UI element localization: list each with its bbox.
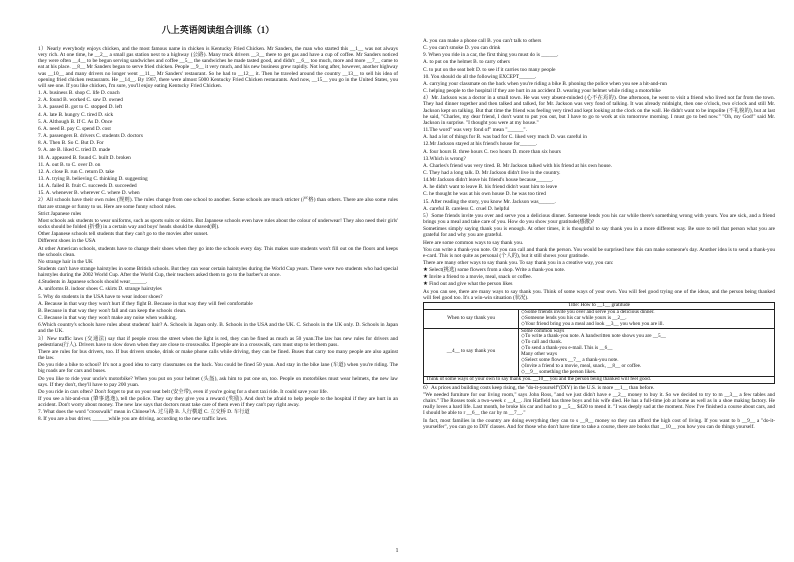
left-text-line: 4.Students in Japanese schools should wear______. — [38, 279, 148, 286]
left-text-line: No strange hair in the UK — [38, 258, 93, 265]
right-text-line: A. carrying your classmate on the back when you're riding a bike B. phoning the police when you see a hit-and-run — [423, 80, 667, 87]
right-column-passage6 — [423, 385, 775, 430]
page-number: 1 — [395, 548, 399, 554]
right-text-line: 13.Which is wrong? — [423, 155, 466, 162]
left-text-line: If you see a hit-and-run (肇事逃逸), tell the police. They say they give you a reward (奖励). And don't be afraid to help people to the hospital if they are hurt in an accident. Don't worry about money. The new law says that doctors must take care of them even if they can't pay right away. — [38, 395, 398, 409]
left-text-line: 12. A. close B. run C. return D. take — [38, 168, 115, 175]
right-text-line: C. helping people to the hospital if they are hurt in an accident D. wearing your helmet while riding a motorbike — [423, 88, 661, 95]
right-text-line: You can write a thank-you note. Or you can call and thank the person. You would be surprised how this can make someone's day. Another idea is to send a thank-you e-card. This is not quite as personal (个人的), but it still shows your gratitude. — [423, 246, 775, 259]
right-text-line: C. They had a long talk. D. Mr Jackson didn't live in the country. — [423, 169, 561, 176]
left-text-line: Other Japanese schools tell students that they can't go to the movies after sunset. — [38, 231, 209, 238]
right-text-line: C. you can't smoke D. you can drink — [423, 45, 501, 52]
right-text-line: There are many other ways to say thank you. To say thank you in a creative way, you can: — [423, 260, 614, 266]
left-text-line: 3. A. passed B. got to C. stopped D. left — [38, 104, 123, 111]
page-title: 八上英语阅读组合训练（1） — [161, 25, 275, 35]
right-text-line: ★ Find out and give what the person likes — [423, 281, 513, 288]
left-text-line: 14. A. failed B. fruit C. succeeds D. succeeded — [38, 183, 137, 190]
right-text-line: 4）Mr. Jackson was a doctor in a small town. He was very absent-minded (心不在焉的). One afternoon, he went to visit a friend who lived not far from the town. They had dinner together and then talked and talked, for Mr. Jackson was very fond of talking. It was already midnight, then one o'clock, two o'clock and still Mr. Jackson kept on talking. But that time the friend was feeling very tired and kept looking at the clock on the wall. He didn't want to be impolite (不礼貌的), but at last he said, "Charles, my dear friend, I don't want to put you out, but I have to go to work at six tomorrow morning. I must go to bed now." "Oh, my God!" said Mr. Jackson in surprise. "I thought you were at my house." — [423, 95, 775, 126]
right-text-line: A. you can make a phone call B. you can't talk to others — [423, 38, 542, 44]
left-text-line: 5. Why do students in the USA have to wear indoor shoes? — [38, 293, 163, 300]
left-text-line: 4. A. late B. hungry C. tired D. sick — [38, 111, 114, 118]
left-text-line: 6.Which country's schools have rules about students' hair? A. Schools in Japan only. B. Schools in the USA and the UK. C. Schools in the UK only. D. Schools in Japan and the UK. — [38, 322, 398, 335]
right-text-line: A. he didn't want to leave B. his friend didn't want him to leave — [423, 184, 558, 191]
right-text-line: 9. When you ride in a car, the first thing you must do is ______. — [423, 52, 559, 59]
left-text-line: A. uniforms B. indoor shoes C. skirts D. strange hairstyles — [38, 286, 162, 293]
table-cell-line: Many other ways — [521, 351, 558, 358]
right-text-line: 5）Some friends invite you over and serve you a delicious dinner. Someone lends you his car while there's something wrong with yours. You are sick, and a friend brings you a meal and take care of you. How do you show your gratitude(感激)? — [423, 212, 775, 226]
passage6-text-line: In fact, most families in the country are doing everything they can to s __8__ money so they can afford the high cost of living. If you want to b __9__ a "do-it-yourselfer", you can go to DIY classes. And for those who don't have time to take a course, there are books that __10__ you how you can do things yourself. — [423, 417, 775, 430]
left-text-line: B. Because in that way they won't fall and can keep the schools clean. — [38, 307, 187, 314]
right-text-line: C. he thought he was at his own house D. he was too tired — [423, 191, 546, 198]
left-text-line: Different shoes in the USA — [38, 238, 96, 245]
left-text-line: Do you ride a bike to school? It's not a good idea to carry classmates on the back. You could be fined 50 yuan. And stay in the bike lane (车道) when you're riding. The big roads are for cars and buses. — [38, 362, 398, 375]
left-text-line: 15. A. whenever B. wherever C. where D. when — [38, 190, 140, 197]
right-text-line: Sometimes simply saying thank you is enough. At other times, it is thoughtful to say thank you in a more different way. Be sure to tell that person what you are grateful for and why you are grateful. — [423, 226, 775, 239]
table-cell-line: ◇To call and thank. — [521, 339, 563, 346]
left-text-line: Do you like to ride your uncle's motorbike? When you put on your helmet (头盔), ask him to put one on, too. People on motorbikes must wear helmets, the new law says. If they don't, they'll have to pay 200 yuan. — [38, 375, 398, 388]
right-text-line: 11.The word" was very fond of" mean "______". — [423, 127, 527, 134]
left-text-line: C. Because in that way they won't make any noise when walking. — [38, 315, 177, 322]
left-column — [38, 46, 398, 424]
left-text-line: 3）New traffic laws (交通法) say that if people cross the street when the light is red, they can be fined as much as 50 yuan.The law has new rules for drivers and pedestrians(行人). Drivers have to slow down when they are close to crosswalks. If people are in a crosswalk, cars must stop to let them pass. — [38, 335, 398, 348]
table-cell-line: ◇Your friend bring you a meal and look __3__ you when you are ill. — [521, 320, 664, 327]
left-text-line: 7. A. passengers B. drivers C. students D. doctors — [38, 133, 143, 140]
left-text-line: 8. A. Then B. So C. But D. For — [38, 140, 104, 147]
left-text-line: 8. If you are a bus driver, ______while you are driving, according to the new traffic laws. — [38, 416, 228, 423]
table-title: Title: How to __1__ gratitude — [424, 302, 775, 309]
right-text-line: 10. You should do all the following EXCEPT______. — [423, 73, 537, 80]
left-text-line: 11. A. out B. to C. over D. on — [38, 161, 101, 168]
left-text-line: A. Because in that way they won't hurt if they fight B. Because in that way they will feel comfortable — [38, 300, 253, 307]
table-row1-items — [519, 309, 775, 328]
table-cell-line: Some common ways — [521, 327, 565, 334]
left-text-line: Most schools ask students to wear uniforms, such as sports suits or skirts. But Japanese schools even have rules about the colour of underwear! They also need their girls' socks should be folded (折叠) in a certain way and boys' heads should be shaved(剃). — [38, 217, 398, 231]
table-cell-line: ◇To send a thank-you e-mail. This is __6__ — [521, 345, 613, 352]
left-text-line: 5. A. Although B. If C. As D. Once — [38, 118, 113, 125]
right-text-line: ★ Select(挑选) some flowers from a shop. Write a thank-you note. — [423, 267, 566, 274]
right-text-line: A. four hours B. three hours C. two hours D. more than six hours — [423, 148, 561, 155]
table-cell-line: ◇To write a thank-you note. A handwritten note shows you are __5__ — [521, 333, 666, 340]
table-cell-line: ◇Invite a friend to a movie, meal, snack, __8__ or coffee. — [521, 363, 642, 369]
right-text-line: As you can see, there are many ways to say thank you. Think of some ways of your own. You will feel good trying one of the ideas, and the person being thanked will feel good too. It's a win-win situation (状况). — [423, 288, 775, 301]
table-row2-head: __4__ to say thank you — [424, 328, 519, 376]
table-row1-head: When to say thank you — [424, 309, 519, 328]
left-text-line: At other American schools, students have to change their shoes when they go into the schools every day. This makes sure students won't fill out on the floors and keeps the schools clean. — [38, 245, 398, 258]
left-text-line: Strict Japanese rules — [38, 210, 82, 217]
right-text-line: A. careful B. careless C. cruel D. helpful — [423, 205, 510, 212]
right-text-line: A. to put on the helmet B. to carry others — [423, 59, 510, 66]
left-text-line: Students can't have strange hairstyles in some British schools. But they can wear certain hairstyles during the World Cup years. There were two students who had special hairstyles during the 2002 World Cup. After the World Cup, their teachers asked them to go to the barber's at once. — [38, 266, 398, 279]
passage6-text-line: 6）As prices and building costs keep rising, the "do-it-yourself"(DIY) in the U.S. is more __1__ than before. — [423, 384, 655, 391]
right-column — [423, 38, 775, 431]
left-text-line: 13. A. trying B. believing C. thinking D. suggesting — [38, 175, 148, 182]
right-text-line: A. had a lot of things for B. was bad for C. liked very much D. was careful in — [423, 134, 587, 141]
right-text-line: C. to put on the seat belt D. to see if it carries too many people — [423, 66, 556, 73]
table-row2-items — [519, 328, 775, 376]
right-text-line: 15. After reading the story, you know Mr. Jackson was______. — [423, 198, 556, 205]
table-cell-line: ◇Someone lends you his car while yours is __2__. — [521, 314, 627, 321]
table-cell-line: ◇Some friends invite you over and serve you a delicious dinner. — [521, 308, 655, 315]
left-text-line: 2. A. found B. worked C. saw D. owned — [38, 97, 123, 104]
left-text-line: 2）All schools have their own rules (规则). The rules change from one school to another. Some schools are much stricter (严格) than others. There are also some rules that are strange or funny to us. Here are some funny school rules. — [38, 197, 398, 210]
table-cell-line: ◇Select some flowers __7__ a thank-you note. — [521, 357, 619, 364]
left-text-line: Do you ride in cars often? Don't forget to put on your seat belt (安全带), even if you're going for a short taxi ride. It could save your life. — [38, 388, 328, 395]
left-text-line: 1. A. business B. shop C. life D. coach — [38, 90, 120, 97]
table-footer: Think of some ways of your own to say thank you. __10__ you and the person being thanked will feel good. — [424, 376, 775, 383]
right-text-line: ★ Invite a friend to a movie, meal, snack or coffee. — [423, 274, 532, 281]
gratitude-table — [423, 302, 775, 384]
passage6-text-line: "We needed furniture for our living room," says John Ross, "and we just didn't have e __2__ money to buy it. So we decided to try to m __3__ a few tables and chairs." The Rosses took a two-week c __4__. Jim Hatfield has three boys and his wife died. He has a full-time job at home as well as in a shoe making factory. He really loves a hard life. Last month, he broke his car and had to p __5__ $420 to mend it. "I was deeply sad at the moment. Now I've finished a course about cars, and I should be able to r __6__ the car by m __7__." — [423, 391, 775, 417]
right-text-line: 14.Mr Jackson didn't leave his friend's house because______. — [423, 177, 554, 184]
left-text-line: 1）Nearly everybody enjoys chicken, and the most famous name in chicken is Kentucky Fried Chicken. Mr Sanders, the man who started this __1__ was not always very rich. At one time, he __2__ a small gas station next to a highway (公路). Many truck drivers __3__ there to get gas and have a cup of coffee. Mr Sanders noticed they were often __4__ to be begun serving sandwiches and coffee __5__ the sandwiches he made tasted good, and didn't __6__ too much, more and more __7__ came to eat at his place. __8__ Mr Sanders began to serve fried chicken. People __9__ it very much, and his new business grew rapidly. Not long after, however, another highway was __10__ and many drivers no longer went __11__ Mr Sanders' restaurant. So he had to __12__ it. Then he traveled around the country __13__ to sell his idea of opening fried chicken restaurants. He __14__. By 1967, there were almost 5000 Kentucky Fried Chicken restaurants. And now, __15__ you go in the United States, you will see one. If you like chicken, I'm sure, you'll enjoy eating Kentucky Fried Chicken. — [38, 46, 398, 89]
right-text-line: Here are some common ways to say thank you. — [423, 239, 524, 246]
left-text-line: 9. A. ate B. liked C. tried D. made — [38, 147, 111, 154]
table-cell-line: ◇__9__ something the person likes. — [521, 368, 597, 375]
left-text-line: 10. A. appeared B. found C. built D. broken — [38, 154, 131, 161]
right-column-text — [423, 38, 775, 301]
right-text-line: A. Charles's friend was very tired. B. Mr Jackson talked with his friend at his own house. — [423, 162, 612, 169]
right-text-line: 12.Mr Jackson stayed at his friend's house for______. — [423, 141, 538, 148]
left-text-line: There are rules for bus drivers, too. If bus drivers smoke, drink or make phone calls while driving, they can be fined. Buses that carry too many people are also against the law. — [38, 348, 398, 362]
left-text-line: 6. A. need B. pay C. spend D. cost — [38, 125, 111, 132]
left-text-line: 7. What does the word "crosswalk" mean in Chinese?A. 过马路 B. 人行横道 C. 立交桥 D. 车行道 — [38, 409, 250, 416]
